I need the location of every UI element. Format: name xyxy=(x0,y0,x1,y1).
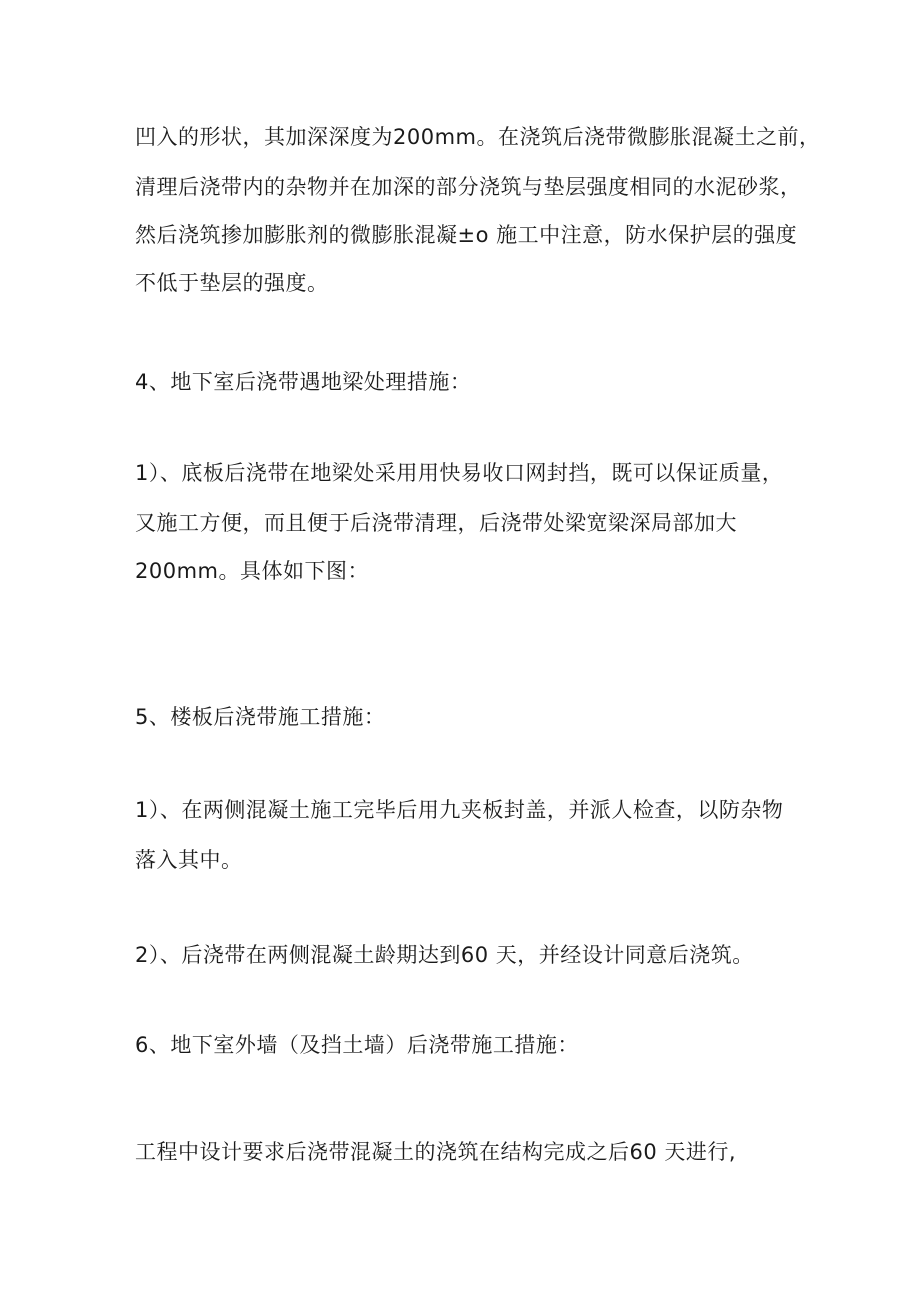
paragraph-line: 1）、在两侧混凝土施工完毕后用九夹板封盖，并派人检查，以防杂物 xyxy=(135,798,784,822)
paragraph-line: 清理后浇带内的杂物并在加深的部分浇筑与垫层强度相同的水泥砂浆， xyxy=(135,175,802,199)
section-heading: 5、楼板后浇带施工措施： xyxy=(135,705,386,729)
paragraph-line: 落入其中。 xyxy=(135,848,243,872)
paragraph-line: 2）、后浇带在两侧混凝土龄期达到60 天，并经设计同意后浇筑。 xyxy=(135,943,754,967)
paragraph-line: 又施工方便，而且便于后浇带清理，后浇带处梁宽梁深局部加大 xyxy=(135,511,737,535)
paragraph-line: 然后浇筑掺加膨胀剂的微膨胀混凝±o 施工中注意，防水保护层的强度 xyxy=(135,223,798,247)
paragraph-line: 200mm。具体如下图： xyxy=(135,559,369,583)
paragraph-line: 1）、底板后浇带在地梁处采用用快易收口网封挡，既可以保证质量， xyxy=(135,461,784,485)
paragraph-line: 不低于垫层的强度。 xyxy=(135,271,329,295)
paragraph-line: 凹入的形状，其加深深度为200mm。在浇筑后浇带微膨胀混凝土之前， xyxy=(135,125,821,149)
paragraph-line: 工程中设计要求后浇带混凝土的浇筑在结构完成之后60 天进行, xyxy=(135,1140,737,1164)
section-heading: 4、地下室后浇带遇地梁处理措施： xyxy=(135,370,472,394)
section-heading: 6、地下室外墙（及挡土墙）后浇带施工措施： xyxy=(135,1033,579,1057)
